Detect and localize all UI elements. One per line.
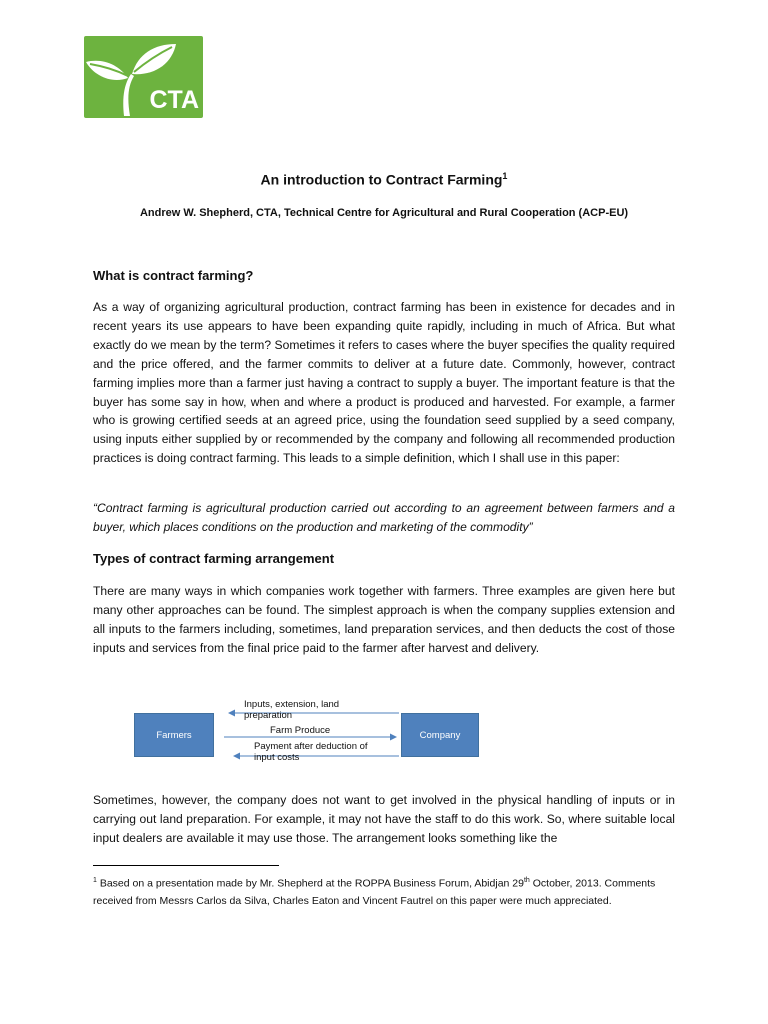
definition-quote: “Contract farming is agricultural production carried out according to an agreement between farmers and a buyer, which places conditions on the production and marketing of the commodity” [93,501,675,534]
label-farm-produce: Farm Produce [270,725,331,736]
document-title [0,171,768,188]
footnote-date-sup: th [523,877,530,884]
section-heading-what-is: What is contract farming? [93,268,254,283]
paragraph-input-dealers: Sometimes, however, the company does not want to get involved in the physical handling of inputs or in carrying out land preparation. For example, it may not have the staff to do this work. So, where suitable local input dealers are available it may use those. The arrangement looks something like the [93,793,675,845]
title-text: An introduction to Contract Farming [260,171,503,188]
author-line: Andrew W. Shepherd, CTA, Technical Centre for Agricultural and Rural Cooperation (ACP-EU) [139,207,629,219]
farmers-box: Farmers [134,713,214,757]
cta-logo [84,36,203,118]
footnote-text-after: October, 2013. Comments received from Messrs Carlos da Silva, Charles Eaton and Vincent Fautrel on this paper were much appreciated. [93,877,656,907]
paragraph-definition: As a way of organizing agricultural production, contract farming has been in existence for decades and in recent years its use appears to have been expanding quite rapidly, including in much of Africa. But what exactly do we mean by the term? Sometimes it refers to cases where the buyer specifies the quality required and the price offered, and the farmer commits to deliver at a future date. Commonly, however, contract farming implies more than a farmer just having a contract to supply a buyer. The important feature is that the buyer has some say in how, when and where a product is produced and harvested. For example, a farmer who is growing certified seeds at an agreed price, using the foundation seed supplied by a seed company, using inputs either supplied by or recommended by the company and following all recommended production practices is doing contract farming. This leads to a simple definition, which I shall use in this paper: [93,300,675,466]
logo-text: CTA [149,86,199,114]
section-heading-types: Types of contract farming arrangement [93,551,335,566]
footnote-text-before: Based on a presentation made by Mr. Shepherd at the ROPPA Business Forum, Abidjan 29 [99,877,524,890]
label-inputs: Inputs, extension, land preparation [244,699,340,721]
footnote-mark: 1 [93,877,97,884]
company-box: Company [401,713,479,757]
footnote-divider [93,865,279,866]
footnote [93,872,675,910]
paragraph-types: There are many ways in which companies work together with farmers. Three examples are given here but many other approaches can be found. The simplest approach is when the company supplies extension and all inputs to the farmers including, sometimes, land preparation services, and then deducts the cost of those inputs and services from the final price paid to the farmer after harvest and delivery. [93,584,675,655]
title-footnote-mark: 1 [502,171,508,181]
label-payment: Payment after deduction of input costs [254,741,368,763]
contract-flow-diagram [94,690,514,778]
